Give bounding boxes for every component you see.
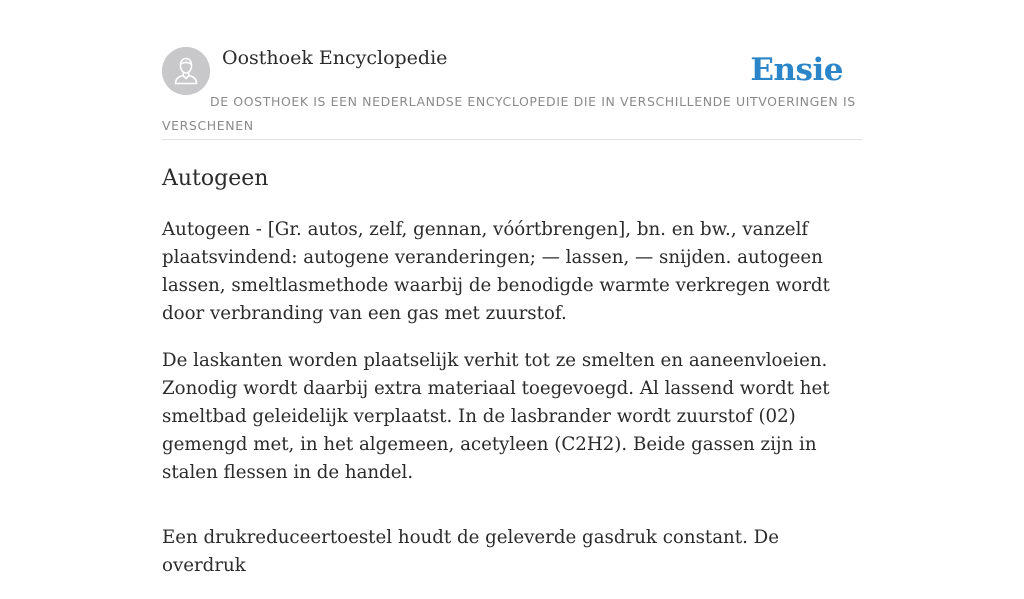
user-silhouette-icon[interactable]	[162, 47, 210, 95]
article-paragraph: Autogeen - [Gr. autos, zelf, gennan, vóórtbrengen], bn. en bw., vanzelf plaatsvindend: autogene veranderingen; — lassen, — snijden. autogeen lassen, smeltlasmethode waarbij de benodigde warmte verkregen wordt door verbranding van een gas met zuurstof.	[162, 219, 830, 324]
article-paragraph: Een drukreduceertoestel houdt de geleverde gasdruk constant. De overdruk	[162, 527, 779, 576]
article-body	[162, 216, 862, 599]
site-header	[162, 46, 862, 140]
article-paragraph: De laskanten worden plaatselijk verhit tot ze smelten en aaneenvloeien. Zonodig wordt daarbij extra materiaal toegevoegd. Al lassend wordt het smeltbad geleidelijk verplaatst. In de lasbrander wordt zuurstof (02) gemengd met, in het algemeen, acetyleen (C2H2). Beide gassen zijn in stalen flessen in de handel.	[162, 350, 830, 483]
article-title: Autogeen	[162, 166, 269, 191]
site-name[interactable]: Oosthoek Encyclopedie	[222, 47, 448, 69]
brand-logo[interactable]: Ensie	[750, 52, 843, 88]
site-tagline: DE OOSTHOEK IS EEN NEDERLANDSE ENCYCLOPEDIE DIE IN VERSCHILLENDE UITVOERINGEN IS VERSCHENEN	[162, 94, 856, 133]
